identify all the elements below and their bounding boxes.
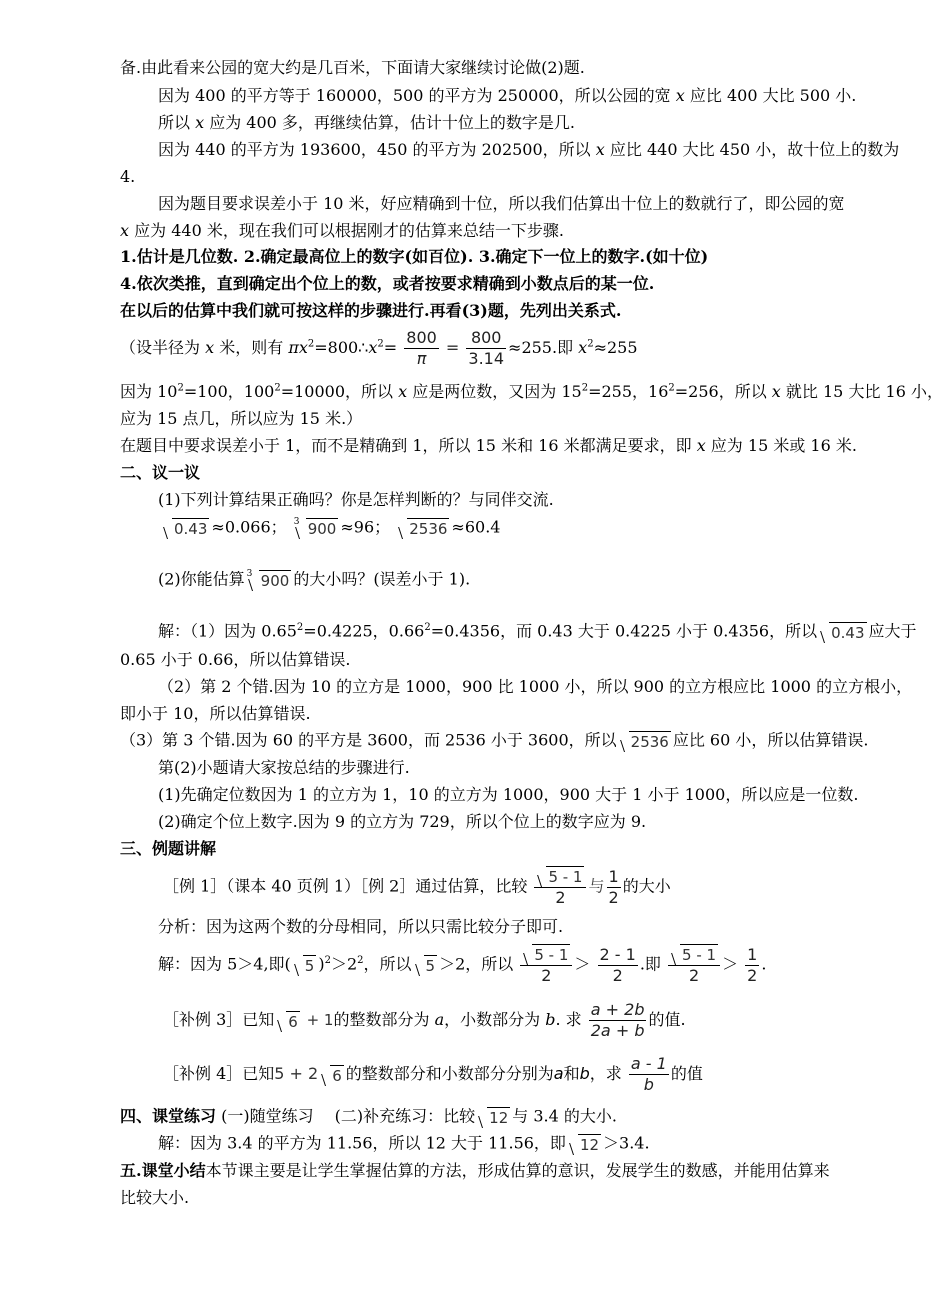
text: 应比 400 大比 500 小. (684, 86, 857, 105)
text: 就比 15 大比 16 小， (780, 382, 943, 401)
paragraph-line (158, 142, 899, 158)
text: (2)确定个位上数字.因为 9 的立方为 729，所以个位上的数字应为 9. (158, 812, 647, 831)
sqrt-0-43: 0.43 (819, 622, 866, 642)
text: 比较大小. (120, 1188, 190, 1207)
paragraph-line (120, 384, 943, 400)
text: (1)下列计算结果正确吗？你是怎样判断的？与同伴交流. (158, 490, 554, 509)
exponent: 2 (587, 338, 594, 350)
exponent: 2 (307, 338, 315, 350)
text: 应为 15 米或 16 米. (705, 436, 857, 455)
text: 分析：因为这两个数的分母相同，所以只需比较分子即可. (158, 917, 564, 936)
fraction-sqrt5-minus1-over-2: $\frac{5 - 1}{2}$ (520, 944, 572, 986)
step-line (120, 276, 654, 292)
exponent: 2 (274, 382, 281, 394)
text: 的大小吗？(误差小于 1). (293, 569, 471, 589)
radicals-line (160, 518, 500, 538)
text: 应比 60 小，所以估算错误. (672, 730, 869, 750)
text: =100，100 (183, 382, 275, 401)
fraction-a-minus1-over-b: $\frac{a - 1}{b}$ (630, 1054, 667, 1094)
paragraph-line (158, 622, 917, 642)
exponent: 2 (324, 955, 331, 967)
cbrt-900: 3 900 (246, 569, 290, 590)
sqrt-6: 6 (320, 1065, 344, 1085)
paragraph-line (120, 731, 868, 751)
text: ≈0.066； (211, 517, 287, 537)
var-x: x (578, 338, 588, 357)
sqrt-5: 5 (414, 955, 438, 975)
pi-x: πx (288, 338, 308, 357)
summary-line (120, 1163, 830, 1179)
text: ＞ (722, 954, 739, 974)
text: 1.估计是几位数. 2.确定最高位上的数字(如百位). 3.确定下一位上的数字.(如十位) (120, 247, 709, 266)
paragraph-line (158, 88, 856, 104)
solution-line (158, 944, 766, 986)
fraction-1-over-2: $\frac{1}{2}$ (608, 866, 619, 907)
sqrt-6: 6 (276, 1011, 300, 1031)
text: 应为 400 多，再继续估算，估计十位上的数字是几. (204, 113, 576, 132)
text: 所以 (158, 113, 196, 132)
text: ＞ (574, 954, 591, 974)
numerator: 800 (466, 328, 506, 349)
text: (一)随堂练习 (二)补充练习：比较 (216, 1106, 476, 1126)
sqrt-2536: 2536 (397, 518, 449, 538)
example-line (163, 866, 671, 908)
text: 的值 (670, 1064, 703, 1083)
text: ) (318, 954, 325, 974)
text: =800∴ (314, 338, 369, 357)
text: . (761, 954, 767, 974)
numerator: 800 (406, 328, 437, 347)
text: 应是两位数，又因为 15 (407, 382, 582, 401)
text: 应比 440 大比 450 小，故十位上的数为 (604, 140, 900, 159)
section-heading: 五.课堂小结 (120, 1161, 206, 1180)
text: 解：因为 5＞4,即( (158, 954, 291, 974)
exponent: 2 (668, 382, 675, 394)
text: .即 (639, 954, 661, 974)
text: 本节课主要是让学生掌握估算的方法，形成估算的意识，发展学生的数感，并能用估算来 (205, 1161, 830, 1180)
text: 因为 400 的平方等于 160000，500 的平方为 250000，所以公园的宽 (158, 86, 676, 105)
paragraph-line (158, 492, 554, 508)
paragraph-line (120, 1190, 189, 1206)
fraction-1-over-2: $\frac{1}{2}$ (747, 944, 758, 985)
var-x: x (368, 338, 378, 357)
fraction-sqrt5-minus1-over-2: $\frac{5 - 1}{2}$ (534, 866, 586, 908)
var-x: x (696, 436, 706, 455)
text: 米，则有 (214, 338, 289, 357)
text: =0.4225，0.66 (303, 621, 425, 641)
text: ≈60.4 (451, 517, 501, 537)
text: ［补例 3］已知 (163, 1010, 275, 1029)
denominator: 3.14 (468, 349, 505, 368)
paragraph-line (120, 438, 857, 454)
text: 备.由此看来公园的宽大约是几百米，下面请大家继续讨论做(2)题. (120, 58, 585, 77)
text: =256，所以 (674, 382, 772, 401)
var-x: x (205, 338, 215, 357)
text: 因为 440 的平方为 193600，450 的平方为 202500，所以 (158, 140, 596, 159)
paragraph-line (158, 115, 575, 131)
text: ，所以 (363, 954, 412, 974)
text: ≈255.即 (508, 338, 579, 357)
paragraph-line (158, 196, 845, 212)
fraction-800-over-pi (404, 328, 439, 369)
text: 与 3.4 的大小. (512, 1106, 617, 1126)
section-heading (120, 841, 216, 857)
text: ＞3.4. (603, 1133, 650, 1153)
exponent: 2 (424, 622, 431, 634)
exponent: 2 (296, 622, 304, 634)
text: （设半径为 (120, 338, 206, 357)
paragraph-line (158, 679, 912, 695)
sqrt-0-43: 0.43 (162, 518, 209, 538)
text: （2）第 2 个错.因为 10 的立方是 1000，900 比 1000 小，所以 900 的立方根应比 1000 的立方根小， (158, 677, 913, 696)
text: 因为 10 (120, 382, 178, 401)
text: =255，16 (588, 382, 669, 401)
step-line (120, 249, 708, 265)
text: ＞2，所以 (439, 954, 514, 974)
text: 和 (563, 1064, 580, 1083)
paragraph-line (158, 919, 563, 935)
paragraph-line (120, 60, 585, 76)
example-line: ［补例 4］已知5 + 2 6 的整数部分和小数部分分别为a和b，求 $\frac{a - 1}{b}$ 的值 (163, 1054, 703, 1094)
text: 二、议一议 (120, 463, 201, 482)
paragraph-line (120, 411, 362, 427)
paragraph-line (158, 1134, 650, 1154)
text: 0.65 小于 0.66，所以估算错误. (120, 650, 351, 669)
text: 应大于 (868, 621, 917, 641)
paragraph-line (158, 787, 858, 803)
var-x: x (675, 86, 685, 105)
fraction-sqrt5-minus1-over-2: $\frac{5 - 1}{2}$ (668, 944, 720, 986)
text: 的大小 (622, 876, 671, 896)
paragraph-line (120, 706, 311, 722)
text: ［例 1］（课本 40 页例 1）［例 2］通过估算，比较 (163, 876, 528, 896)
text: (1)先确定位数因为 1 的立方为 1，10 的立方为 1000，900 大于 1 小于 1000，所以应是一位数. (158, 785, 859, 804)
text: ≈96； (340, 517, 391, 537)
text: 解：（1）因为 0.65 (158, 621, 297, 641)
paragraph-line (120, 652, 351, 668)
text: 即小于 10，所以估算错误. (120, 704, 311, 723)
exponent: 2 (177, 382, 184, 394)
paragraph-line (158, 760, 410, 776)
fraction-800-over-314 (466, 328, 506, 369)
fraction-2-minus1-over-2: $\frac{2 - 1}{2}$ (599, 944, 636, 985)
step-line (120, 303, 621, 319)
section-heading: 四、课堂练习 (120, 1106, 217, 1126)
text: 的整数部分和小数部分分别为 (345, 1064, 554, 1083)
text: 解：因为 3.4 的平方为 11.56，所以 12 大于 11.56，即 (158, 1133, 566, 1153)
paragraph-line (120, 223, 564, 239)
text: （3）第 3 个错.因为 60 的平方是 3600，而 2536 小于 3600，所以 (120, 730, 617, 750)
text: 的值. (648, 1010, 686, 1029)
var-x: x (398, 382, 408, 401)
var-x: x (195, 113, 205, 132)
text: 4. (120, 167, 136, 186)
text: =10000，所以 (280, 382, 399, 401)
exponent: 2 (581, 382, 589, 394)
text: (2)你能估算 (158, 569, 245, 589)
denominator: π (416, 349, 427, 368)
paragraph-line (120, 169, 135, 185)
text: 第(2)小题请大家按总结的步骤进行. (158, 758, 410, 777)
text: 与 (588, 876, 605, 896)
sqrt-5: 5 (293, 955, 317, 975)
sqrt-12: 12 (477, 1107, 510, 1127)
section-heading (120, 465, 200, 481)
sqrt-2536: 2536 (619, 731, 671, 751)
cbrt-900: 3 900 (293, 517, 337, 538)
text: ［补例 4］已知 (163, 1064, 275, 1083)
text: 4.依次类推，直到确定出个位上的数，或者按要求精确到小数点后的某一位. (120, 274, 655, 293)
var-x: x (595, 140, 605, 159)
paragraph-line (158, 570, 470, 590)
text: ＞2 (330, 954, 358, 974)
text: = (383, 338, 398, 357)
var-x: x (771, 382, 781, 401)
var-x: x (120, 221, 130, 240)
text: ≈255 (593, 338, 638, 357)
paragraph-line (158, 814, 646, 830)
formula-line: （设半径为 x 米，则有 $\pi x^2=800\therefore x^2=$ $\frac{800}{\pi}$ = $\frac{800}{3.14}$ ≈255.即 $x^2\approx 255$ (120, 328, 638, 368)
text: ，求 (589, 1064, 622, 1083)
text: . 求 (555, 1010, 582, 1029)
text: 在以后的估算中我们就可按这样的步骤进行.再看(3)题，先列出关系式. (120, 301, 622, 320)
text: =0.4356，而 0.43 大于 0.4225 小于 0.4356，所以 (430, 621, 818, 641)
text: 因为题目要求误差小于 10 米，好应精确到十位，所以我们估算出十位上的数就行了，即公园的宽 (158, 194, 845, 213)
text: 在题目中要求误差小于 1，而不是精确到 1，所以 15 米和 16 米都满足要求，即 (120, 436, 697, 455)
text: 应为 440 米，现在我们可以根据刚才的估算来总结一下步骤. (129, 221, 564, 240)
exponent: 2 (377, 338, 384, 350)
section-heading-line (120, 1107, 617, 1127)
text: 三、例题讲解 (120, 839, 217, 858)
fraction-a2b-over-2ab: $\frac{a + 2b}{2a + b}$ (590, 1000, 645, 1040)
sqrt-12: 12 (568, 1134, 601, 1154)
text: 的整数部分为 (333, 1010, 435, 1029)
text: ，小数部分为 (444, 1010, 546, 1029)
example-line: ［补例 3］已知 6 + 1的整数部分为 a，小数部分为 b. 求 $\frac{a + 2b}{2a + b}$ 的值. (163, 1000, 686, 1040)
text: 应为 15 点几，所以应为 15 米.） (120, 409, 363, 428)
sqrt-5: 5 - 1 (536, 866, 584, 887)
exponent: 2 (357, 955, 364, 967)
